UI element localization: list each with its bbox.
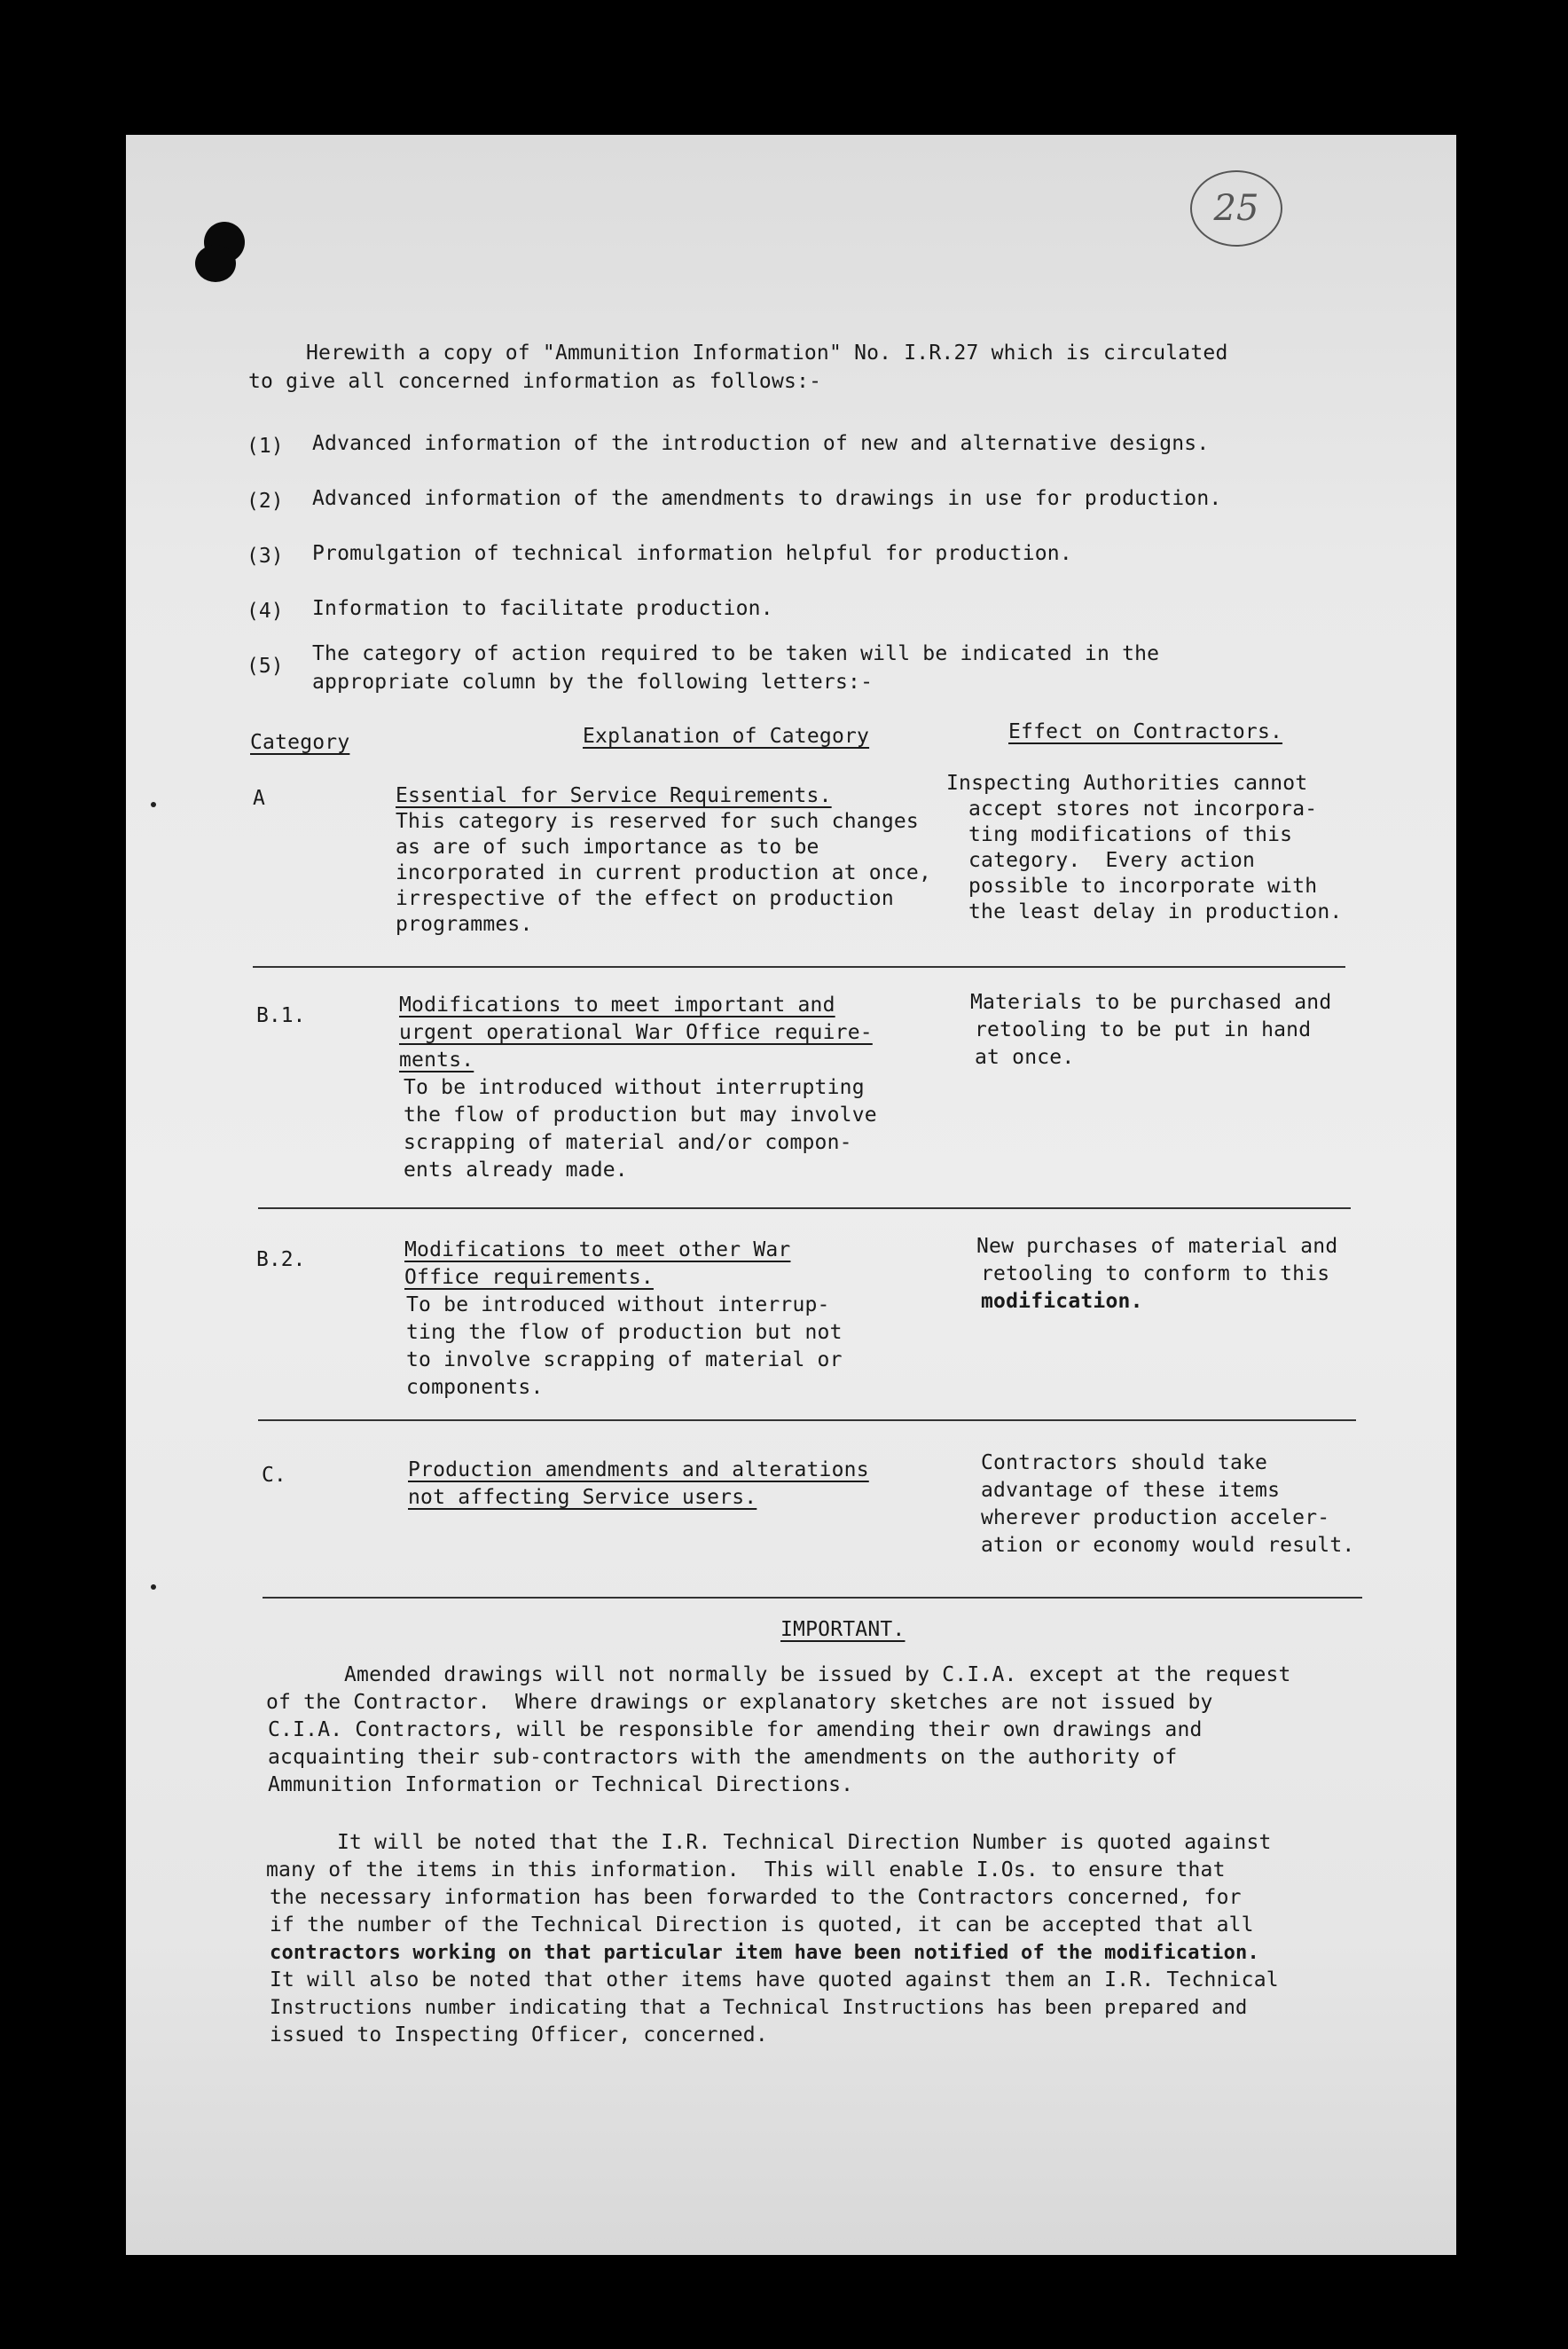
- category-body: the flow of production but may involve: [404, 1104, 877, 1127]
- paragraph-line: issued to Inspecting Officer, concerned.: [270, 2023, 768, 2047]
- category-title: Essential for Service Requirements.: [396, 784, 832, 807]
- item-text: Advanced information of the amendments to drawings in use for production.: [312, 487, 1222, 510]
- category-body: This category is reserved for such changes: [396, 810, 919, 833]
- category-title: Modifications to meet important and: [399, 994, 835, 1017]
- paragraph-line: C.I.A. Contractors, will be responsible for amending their own drawings and: [268, 1718, 1203, 1741]
- item-number: (3): [247, 545, 284, 568]
- item-text: Advanced information of the introduction of new and alternative designs.: [312, 432, 1210, 455]
- category-effect: Contractors should take: [981, 1451, 1268, 1474]
- item-text: appropriate column by the following letters:-: [312, 671, 874, 694]
- category-body: as are of such importance as to be: [396, 836, 819, 859]
- intro-line: to give all concerned information as follows:-: [248, 370, 822, 393]
- header-effect: Effect on Contractors.: [1008, 720, 1283, 743]
- category-title: ments.: [399, 1049, 474, 1072]
- item-number: (1): [247, 435, 284, 458]
- item-text: The category of action required to be taken will be indicated in the: [312, 642, 1160, 665]
- category-body: ents already made.: [404, 1159, 628, 1182]
- category-body: programmes.: [396, 913, 533, 936]
- paragraph-line: Ammunition Information or Technical Directions.: [268, 1773, 854, 1796]
- category-effect: possible to incorporate with: [968, 875, 1318, 898]
- category-title: Office requirements.: [404, 1266, 654, 1289]
- paragraph-line: Instructions number indicating that a Technical Instructions has been prepared and: [270, 1997, 1248, 2019]
- category-effect: New purchases of material and: [976, 1235, 1338, 1258]
- category-body: To be introduced without interrup-: [406, 1293, 830, 1316]
- category-title: urgent operational War Office require-: [399, 1021, 873, 1044]
- category-title: Production amendments and alterations: [408, 1458, 869, 1481]
- category-body: scrapping of material and/or compon-: [404, 1131, 852, 1154]
- category-effect: Inspecting Authorities cannot: [946, 772, 1308, 795]
- item-text: Information to facilitate production.: [312, 597, 773, 620]
- category-effect: modification.: [981, 1290, 1143, 1313]
- category-effect: Materials to be purchased and: [970, 991, 1332, 1014]
- folio-number: 25: [1190, 170, 1282, 247]
- category-code: A: [253, 787, 265, 810]
- category-body: incorporated in current production at once,: [396, 861, 932, 884]
- category-code: B.1.: [256, 1004, 306, 1027]
- paragraph-line: acquainting their sub-contractors with the amendments on the authority of: [268, 1746, 1178, 1769]
- category-title: not affecting Service users.: [408, 1486, 757, 1509]
- margin-mark: [151, 802, 156, 807]
- paragraph-line: It will be noted that the I.R. Technical Direction Number is quoted against: [337, 1831, 1272, 1854]
- item-number: (4): [247, 600, 284, 623]
- category-code: C.: [262, 1464, 286, 1487]
- item-number: (5): [247, 655, 284, 678]
- section-divider: [263, 1597, 1362, 1599]
- category-title: Modifications to meet other War: [404, 1238, 791, 1261]
- section-divider: [253, 966, 1345, 968]
- paragraph-line: Amended drawings will not normally be issued by C.I.A. except at the request: [344, 1663, 1291, 1686]
- category-effect: advantage of these items: [981, 1479, 1281, 1502]
- category-effect: at once.: [975, 1046, 1075, 1069]
- paragraph-line: many of the items in this information. This will enable I.Os. to ensure that: [266, 1858, 1226, 1882]
- margin-mark: [151, 1584, 156, 1590]
- intro-line: Herewith a copy of "Ammunition Information" No. I.R.27 which is circulated: [306, 342, 1228, 365]
- section-divider: [258, 1419, 1356, 1421]
- paragraph-line: contractors working on that particular item have been notified of the modification.: [270, 1942, 1259, 1964]
- header-explanation: Explanation of Category: [583, 725, 870, 748]
- header-category: Category: [250, 731, 350, 754]
- item-text: Promulgation of technical information helpful for production.: [312, 542, 1072, 565]
- paragraph-line: of the Contractor. Where drawings or explanatory sketches are not issued by: [266, 1691, 1213, 1714]
- category-code: B.2.: [256, 1248, 306, 1271]
- category-effect: the least delay in production.: [968, 900, 1343, 923]
- category-effect: accept stores not incorpora-: [968, 797, 1318, 821]
- paragraph-line: It will also be noted that other items have quoted against them an I.R. Technical: [270, 1968, 1279, 1992]
- category-body: To be introduced without interrupting: [404, 1076, 865, 1099]
- item-number: (2): [247, 490, 284, 513]
- category-effect: retooling to conform to this: [981, 1262, 1330, 1285]
- category-effect: ting modifications of this: [968, 823, 1293, 846]
- paragraph-line: if the number of the Technical Direction is quoted, it can be accepted that all: [270, 1913, 1254, 1937]
- paragraph-line: the necessary information has been forwarded to the Contractors concerned, for: [270, 1886, 1242, 1909]
- category-effect: retooling to be put in hand: [975, 1018, 1312, 1041]
- category-body: to involve scrapping of material or: [406, 1348, 843, 1371]
- category-effect: ation or economy would result.: [981, 1534, 1355, 1557]
- section-divider: [258, 1207, 1351, 1209]
- punch-hole: [195, 245, 236, 282]
- category-body: irrespective of the effect on production: [396, 887, 894, 910]
- category-body: ting the flow of production but not: [406, 1321, 843, 1344]
- category-effect: category. Every action: [968, 849, 1256, 872]
- important-heading: IMPORTANT.: [780, 1618, 906, 1641]
- category-body: components.: [406, 1376, 544, 1399]
- category-effect: wherever production acceler-: [981, 1506, 1330, 1529]
